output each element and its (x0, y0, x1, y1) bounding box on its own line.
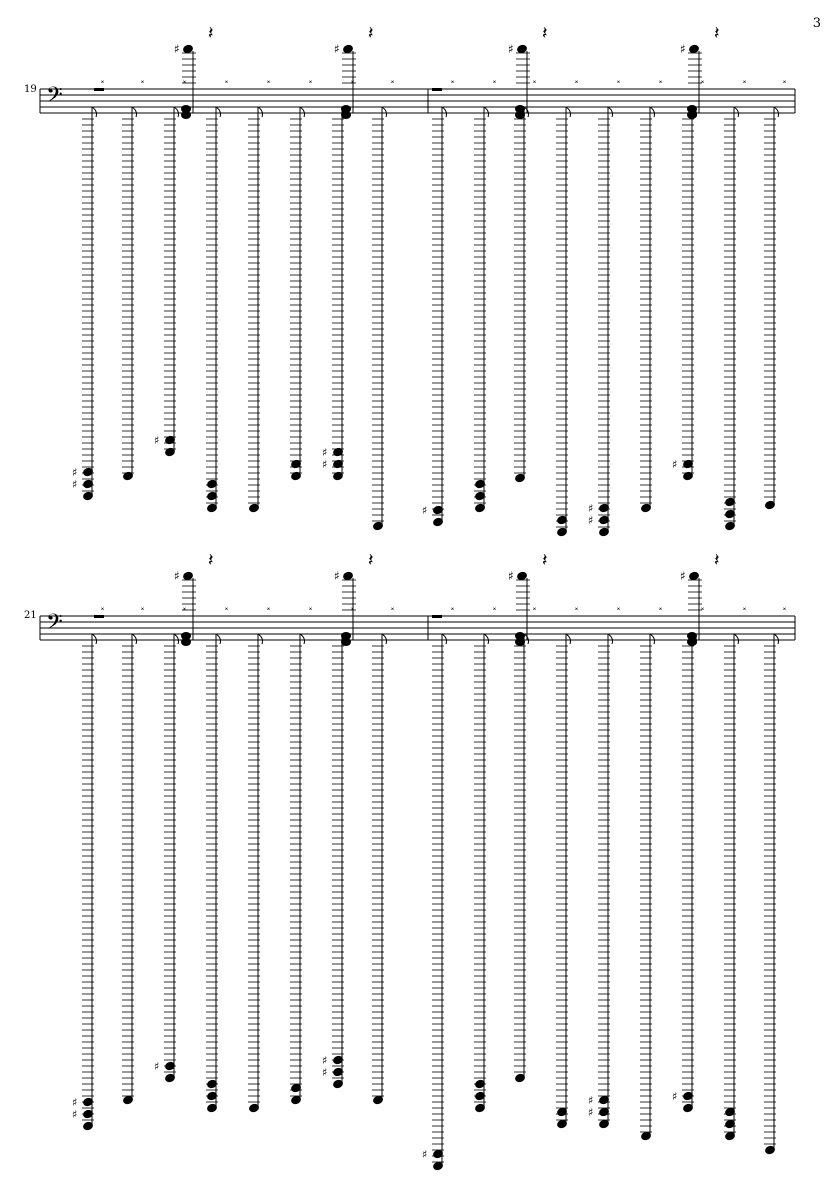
sixteenth-rest: 𝅃 (742, 598, 747, 614)
note-head (341, 638, 351, 646)
note-flag (174, 634, 179, 644)
sixteenth-rest: 𝅃 (532, 598, 537, 614)
half-rest (94, 88, 104, 91)
sixteenth-rest: 𝅃 (224, 71, 229, 87)
note-flag (774, 634, 779, 644)
sixteenth-rest: 𝅃 (700, 598, 705, 614)
sixteenth-rest: 𝅃 (658, 598, 663, 614)
quarter-rest-icon: 𝄽 (368, 550, 374, 571)
note-flag (484, 107, 489, 117)
note-head (687, 638, 697, 646)
sharp-icon: ♯ (672, 1090, 678, 1103)
sharp-icon: ♯ (672, 458, 678, 471)
sixteenth-rest: 𝅃 (140, 71, 145, 87)
sixteenth-rest: 𝅃 (224, 598, 229, 614)
quarter-rest-icon: 𝄽 (208, 23, 214, 44)
sharp-icon: ♯ (588, 1094, 594, 1107)
measure-number-system-1: 19 (24, 84, 37, 95)
sixteenth-rest: 𝅃 (308, 598, 313, 614)
sharp-icon: ♯ (322, 458, 328, 471)
sixteenth-rest: 𝅃 (350, 598, 355, 614)
note-flag (258, 107, 263, 117)
sharp-icon: ♯ (508, 569, 514, 583)
sharp-icon: ♯ (588, 502, 594, 515)
sharp-icon: ♯ (72, 478, 78, 491)
note-flag (442, 107, 447, 117)
page-number: 3 (812, 16, 821, 31)
sixteenth-rest: 𝅃 (308, 71, 313, 87)
note-flag (258, 634, 263, 644)
quarter-rest-icon: 𝄽 (714, 550, 720, 571)
sharp-icon: ♯ (334, 569, 340, 583)
note-flag (300, 634, 305, 644)
note-flag (132, 634, 137, 644)
sharp-icon: ♯ (334, 42, 340, 56)
sixteenth-rest: 𝅃 (450, 598, 455, 614)
note-head (341, 111, 351, 119)
sixteenth-rest: 𝅃 (350, 71, 355, 87)
sixteenth-rest: 𝅃 (532, 71, 537, 87)
sixteenth-rest: 𝅃 (742, 71, 747, 87)
bass-clef-icon: 𝄢 (46, 83, 63, 113)
sixteenth-rest: 𝅃 (390, 598, 395, 614)
note-flag (608, 634, 613, 644)
sixteenth-rest: 𝅃 (182, 71, 187, 87)
sharp-icon: ♯ (322, 1054, 328, 1067)
sharp-icon: ♯ (422, 1148, 428, 1161)
note-flag (300, 107, 305, 117)
sixteenth-rest: 𝅃 (782, 71, 787, 87)
sharp-icon: ♯ (322, 446, 328, 459)
note-flag (382, 107, 387, 117)
sharp-icon: ♯ (72, 466, 78, 479)
sharp-icon: ♯ (680, 569, 686, 583)
sixteenth-rest: 𝅃 (616, 71, 621, 87)
sixteenth-rest: 𝅃 (266, 71, 271, 87)
note-flag (650, 634, 655, 644)
note-flag (484, 634, 489, 644)
note-flag (608, 107, 613, 117)
measure-number-system-2: 21 (24, 610, 37, 621)
sharp-icon: ♯ (72, 1096, 78, 1109)
note-flag (382, 634, 387, 644)
note-flag (650, 107, 655, 117)
quarter-rest-icon: 𝄽 (368, 23, 374, 44)
sharp-icon: ♯ (174, 42, 180, 56)
note-head (515, 638, 525, 646)
system-1 (40, 23, 795, 537)
sixteenth-rest: 𝅃 (182, 598, 187, 614)
note-flag (174, 107, 179, 117)
note-head (515, 111, 525, 119)
sharp-icon: ♯ (508, 42, 514, 56)
quarter-rest-icon: 𝄽 (542, 23, 548, 44)
note-flag (734, 107, 739, 117)
sharp-icon: ♯ (174, 569, 180, 583)
sharp-icon: ♯ (322, 1066, 328, 1079)
sixteenth-rest: 𝅃 (658, 71, 663, 87)
sixteenth-rest: 𝅃 (700, 71, 705, 87)
note-flag (774, 107, 779, 117)
sixteenth-rest: 𝅃 (492, 71, 497, 87)
sharp-icon: ♯ (154, 434, 160, 447)
sixteenth-rest: 𝅃 (574, 598, 579, 614)
quarter-rest-icon: 𝄽 (542, 550, 548, 571)
note-flag (566, 107, 571, 117)
note-flag (92, 634, 97, 644)
sharp-icon: ♯ (588, 1106, 594, 1119)
note-flag (92, 107, 97, 117)
sharp-icon: ♯ (422, 504, 428, 517)
sixteenth-rest: 𝅃 (616, 598, 621, 614)
note-flag (132, 107, 137, 117)
note-head (181, 111, 191, 119)
quarter-rest-icon: 𝄽 (208, 550, 214, 571)
sixteenth-rest: 𝅃 (492, 598, 497, 614)
bass-clef-icon: 𝄢 (46, 610, 63, 640)
sixteenth-rest: 𝅃 (782, 598, 787, 614)
system-2 (40, 550, 795, 1171)
sixteenth-rest: 𝅃 (390, 71, 395, 87)
sixteenth-rest: 𝅃 (140, 598, 145, 614)
sharp-icon: ♯ (680, 42, 686, 56)
sharp-icon: ♯ (588, 514, 594, 527)
note-flag (216, 107, 221, 117)
note-flag (566, 634, 571, 644)
half-rest (94, 615, 104, 618)
sixteenth-rest: 𝅃 (574, 71, 579, 87)
quarter-rest-icon: 𝄽 (714, 23, 720, 44)
note-flag (216, 634, 221, 644)
sixteenth-rest: 𝅃 (450, 71, 455, 87)
sixteenth-rest: 𝅃 (266, 598, 271, 614)
sixteenth-rest: 𝅃 (100, 71, 105, 87)
sharp-icon: ♯ (72, 1108, 78, 1121)
note-head (687, 111, 697, 119)
note-head (181, 638, 191, 646)
half-rest (432, 615, 442, 618)
half-rest (432, 88, 442, 91)
sharp-icon: ♯ (154, 1060, 160, 1073)
sixteenth-rest: 𝅃 (100, 598, 105, 614)
note-flag (734, 634, 739, 644)
note-flag (442, 634, 447, 644)
